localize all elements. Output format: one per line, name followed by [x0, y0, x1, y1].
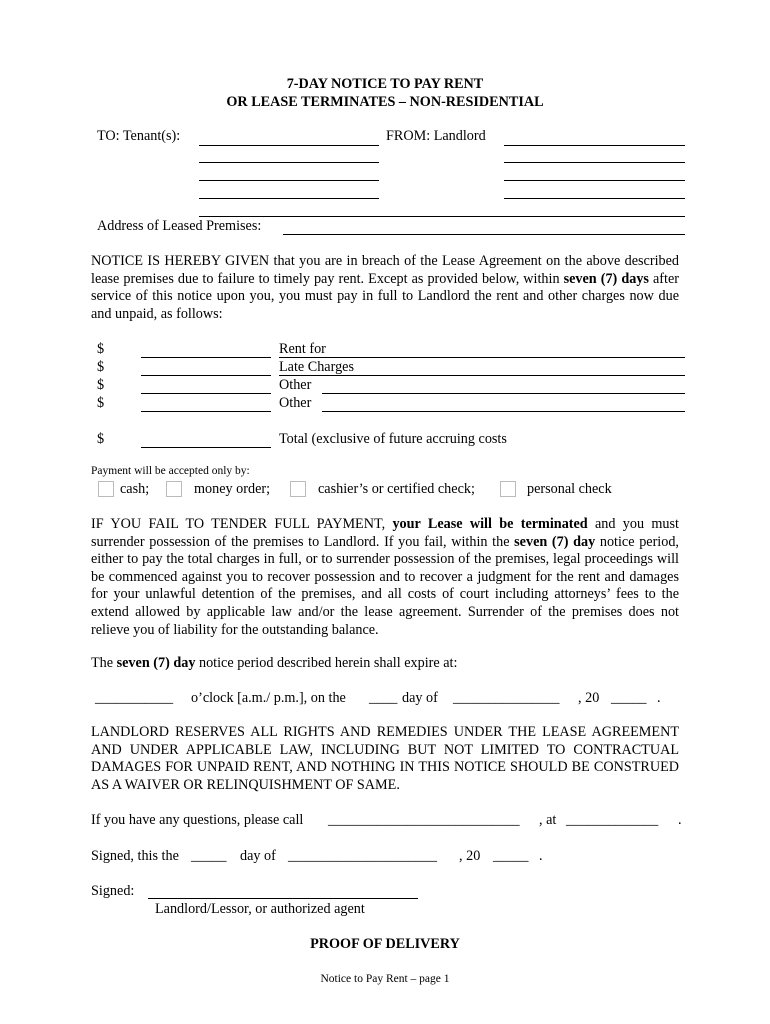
- tenant-name-line-1[interactable]: [199, 145, 379, 146]
- signature-caption: Landlord/Lessor, or authorized agent: [155, 901, 365, 917]
- signed-day-of: day of: [240, 848, 276, 864]
- expire-month-blank[interactable]: _______________: [453, 690, 560, 706]
- amount-other-line-2[interactable]: [141, 411, 271, 412]
- questions-name-blank[interactable]: ___________________________: [328, 812, 520, 828]
- cashiers-check-checkbox[interactable]: [290, 481, 306, 497]
- signed-month-blank[interactable]: _____________________: [288, 848, 437, 864]
- signed-day-blank[interactable]: _____: [191, 848, 227, 864]
- notice-paragraph: NOTICE IS HEREBY GIVEN that you are in breach of the Lease Agreement on the above described lease premises due to failure to timely pay rent. Except as provided below, within seven (7) days after service of this notice upon you, you must pay in full to Landlord the rent and other charges now due and unpaid, as follows:: [91, 253, 679, 322]
- signed-date-text: Signed, this the: [91, 848, 179, 864]
- tenant-name-line-2[interactable]: [199, 162, 379, 163]
- amount-rent-line[interactable]: [141, 357, 271, 358]
- questions-end: .: [678, 812, 682, 828]
- landlord-name-line-3[interactable]: [504, 180, 685, 181]
- page-footer: Notice to Pay Rent – page 1: [320, 973, 450, 985]
- expire-sentence: The seven (7) day notice period described herein shall expire at:: [91, 655, 458, 671]
- payment-option-label: money order;: [194, 481, 271, 497]
- expire-oclock-text: o’clock [a.m./ p.m.], on the: [191, 690, 346, 706]
- charge-desc-line[interactable]: [322, 411, 685, 412]
- expire-oclock-blank[interactable]: ___________: [95, 690, 174, 706]
- tenant-label: TO: Tenant(s):: [97, 128, 181, 144]
- expire-year-blank[interactable]: _____: [611, 690, 647, 706]
- signed-year-prefix: , 20: [459, 848, 481, 864]
- charge-desc-line[interactable]: [279, 357, 685, 358]
- address-label: Address of Leased Premises:: [97, 218, 262, 234]
- expire-day-of: day of: [402, 690, 438, 706]
- currency-symbol: $: [97, 341, 105, 357]
- currency-symbol: $: [97, 431, 105, 447]
- money-order-checkbox[interactable]: [166, 481, 182, 497]
- payment-option-label: cash;: [120, 481, 150, 497]
- currency-symbol: $: [97, 377, 105, 393]
- payment-option-label: cashier’s or certified check;: [318, 481, 475, 497]
- amount-late-line[interactable]: [141, 375, 271, 376]
- currency-symbol: $: [97, 395, 105, 411]
- signature-line[interactable]: [148, 898, 418, 899]
- questions-phone-blank[interactable]: _____________: [566, 812, 659, 828]
- signature-label: Signed:: [91, 883, 135, 899]
- proof-of-delivery-heading: PROOF OF DELIVERY: [310, 936, 460, 952]
- charge-label: Other: [279, 377, 312, 393]
- landlord-name-line-4[interactable]: [504, 198, 685, 199]
- landlord-name-line-1[interactable]: [504, 145, 685, 146]
- amount-other-line-1[interactable]: [141, 393, 271, 394]
- charge-desc-line[interactable]: [322, 393, 685, 394]
- landlord-name-line-2[interactable]: [504, 162, 685, 163]
- signed-year-blank[interactable]: _____: [493, 848, 529, 864]
- payment-heading: Payment will be accepted only by:: [91, 465, 250, 477]
- amount-total-line[interactable]: [141, 447, 271, 448]
- document-title-line-1: 7-DAY NOTICE TO PAY RENT: [286, 76, 484, 92]
- charge-label: Rent for: [279, 341, 326, 357]
- tenant-name-line-3[interactable]: [199, 180, 379, 181]
- personal-check-checkbox[interactable]: [500, 481, 516, 497]
- tenant-name-line-4[interactable]: [199, 198, 379, 199]
- document-title-line-2: OR LEASE TERMINATES – NON-RESIDENTIAL: [226, 94, 544, 110]
- charge-label: Late Charges: [279, 359, 354, 375]
- signed-end: .: [539, 848, 543, 864]
- address-line[interactable]: [283, 234, 685, 235]
- charge-label: Other: [279, 395, 312, 411]
- failure-paragraph: IF YOU FAIL TO TENDER FULL PAYMENT, your Lease will be terminated and you must surrender possession of the premises to Landlord. If you fail, within the seven (7) day notice period, either to pay the total charges in full, or to surrender possession of the premises, legal proceedings will be commenced against you to recover possession and to recover a judgment for the rent and damages for your unlawful detention of the premises, and all costs of court including attorneys’ fees to the extend allowed by applicable law and/or the lease agreement. Surrender of the premises does not relieve you of liability for the outstanding balance.: [91, 516, 679, 638]
- reserves-paragraph: LANDLORD RESERVES ALL RIGHTS AND REMEDIES UNDER THE LEASE AGREEMENT AND UNDER APPLICABLE LAW, INCLUDING BUT NOT LIMITED TO CONTRACTUAL DAMAGES FOR UNPAID RENT, AND NOTHING IN THIS NOTICE SHOULD BE CONSTRUED AS A WAIVER OR RELINQUISHMENT OF SAME.: [91, 724, 679, 793]
- expire-year-prefix: , 20: [578, 690, 600, 706]
- address-upper-line[interactable]: [199, 216, 685, 217]
- cash-checkbox[interactable]: [98, 481, 114, 497]
- questions-text: If you have any questions, please call: [91, 812, 304, 828]
- total-label: Total (exclusive of future accruing costs: [279, 431, 507, 447]
- expire-end: .: [657, 690, 661, 706]
- payment-option-label: personal check: [527, 481, 612, 497]
- currency-symbol: $: [97, 359, 105, 375]
- expire-day-blank[interactable]: ____: [369, 690, 398, 706]
- charge-desc-line[interactable]: [279, 375, 685, 376]
- questions-at: , at: [539, 812, 557, 828]
- landlord-label: FROM: Landlord: [386, 128, 486, 144]
